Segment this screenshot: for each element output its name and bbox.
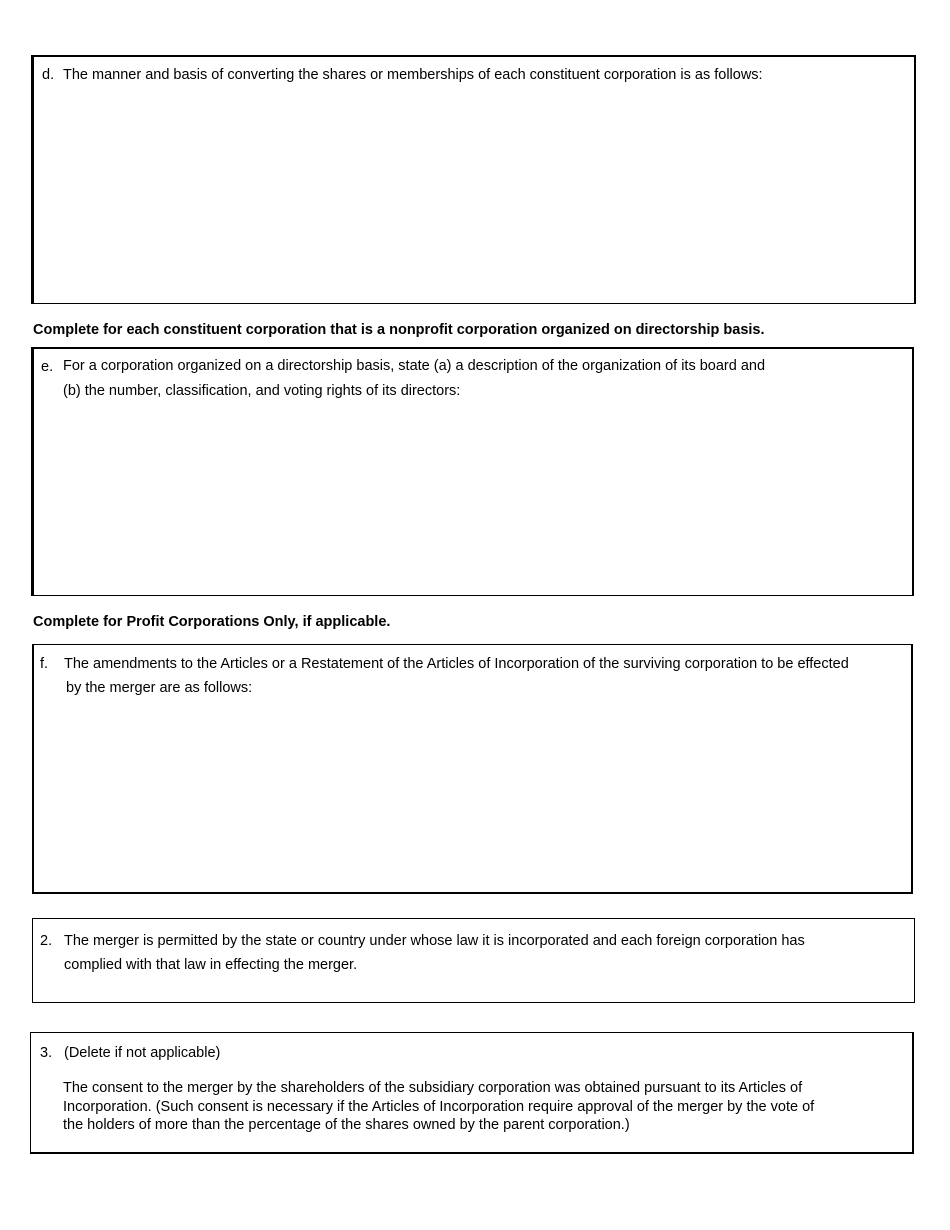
section-f-line2: by the merger are as follows:	[66, 680, 253, 696]
heading-nonprofit: Complete for each constituent corporation that is a nonprofit corporation organized on directorship basis.	[33, 322, 765, 338]
section-2-line2: complied with that law in effecting the merger.	[64, 957, 358, 973]
section-3-label: 3.	[40, 1045, 53, 1061]
section-2-line1: The merger is permitted by the state or country under whose law it is incorporated and each foreign corporation has	[64, 933, 805, 949]
section-2-label: 2.	[40, 933, 53, 949]
section-e-line1: For a corporation organized on a directorship basis, state (a) a description of the organization of its board and	[63, 358, 766, 374]
section-e-label: e.	[41, 359, 54, 375]
section-f-label: f.	[40, 656, 49, 672]
section-3-line3: the holders of more than the percentage of the shares owned by the parent corporation.)	[63, 1117, 630, 1133]
section-d-text: The manner and basis of converting the shares or memberships of each constituent corporation is as follows:	[63, 67, 763, 83]
heading-profit: Complete for Profit Corporations Only, if applicable.	[33, 614, 391, 630]
section-3-note: (Delete if not applicable)	[64, 1045, 221, 1061]
section-f-line1: The amendments to the Articles or a Restatement of the Articles of Incorporation of the surviving corporation to be effected	[64, 656, 849, 672]
section-d-label: d.	[42, 67, 55, 83]
section-3-line1: The consent to the merger by the shareholders of the subsidiary corporation was obtained pursuant to its Articles of	[63, 1080, 803, 1096]
section-d-box	[31, 55, 916, 304]
section-e-line2: (b) the number, classification, and voting rights of its directors:	[63, 383, 461, 399]
section-3-line2: Incorporation. (Such consent is necessary if the Articles of Incorporation require approval of the merger by the vote of	[63, 1099, 815, 1115]
